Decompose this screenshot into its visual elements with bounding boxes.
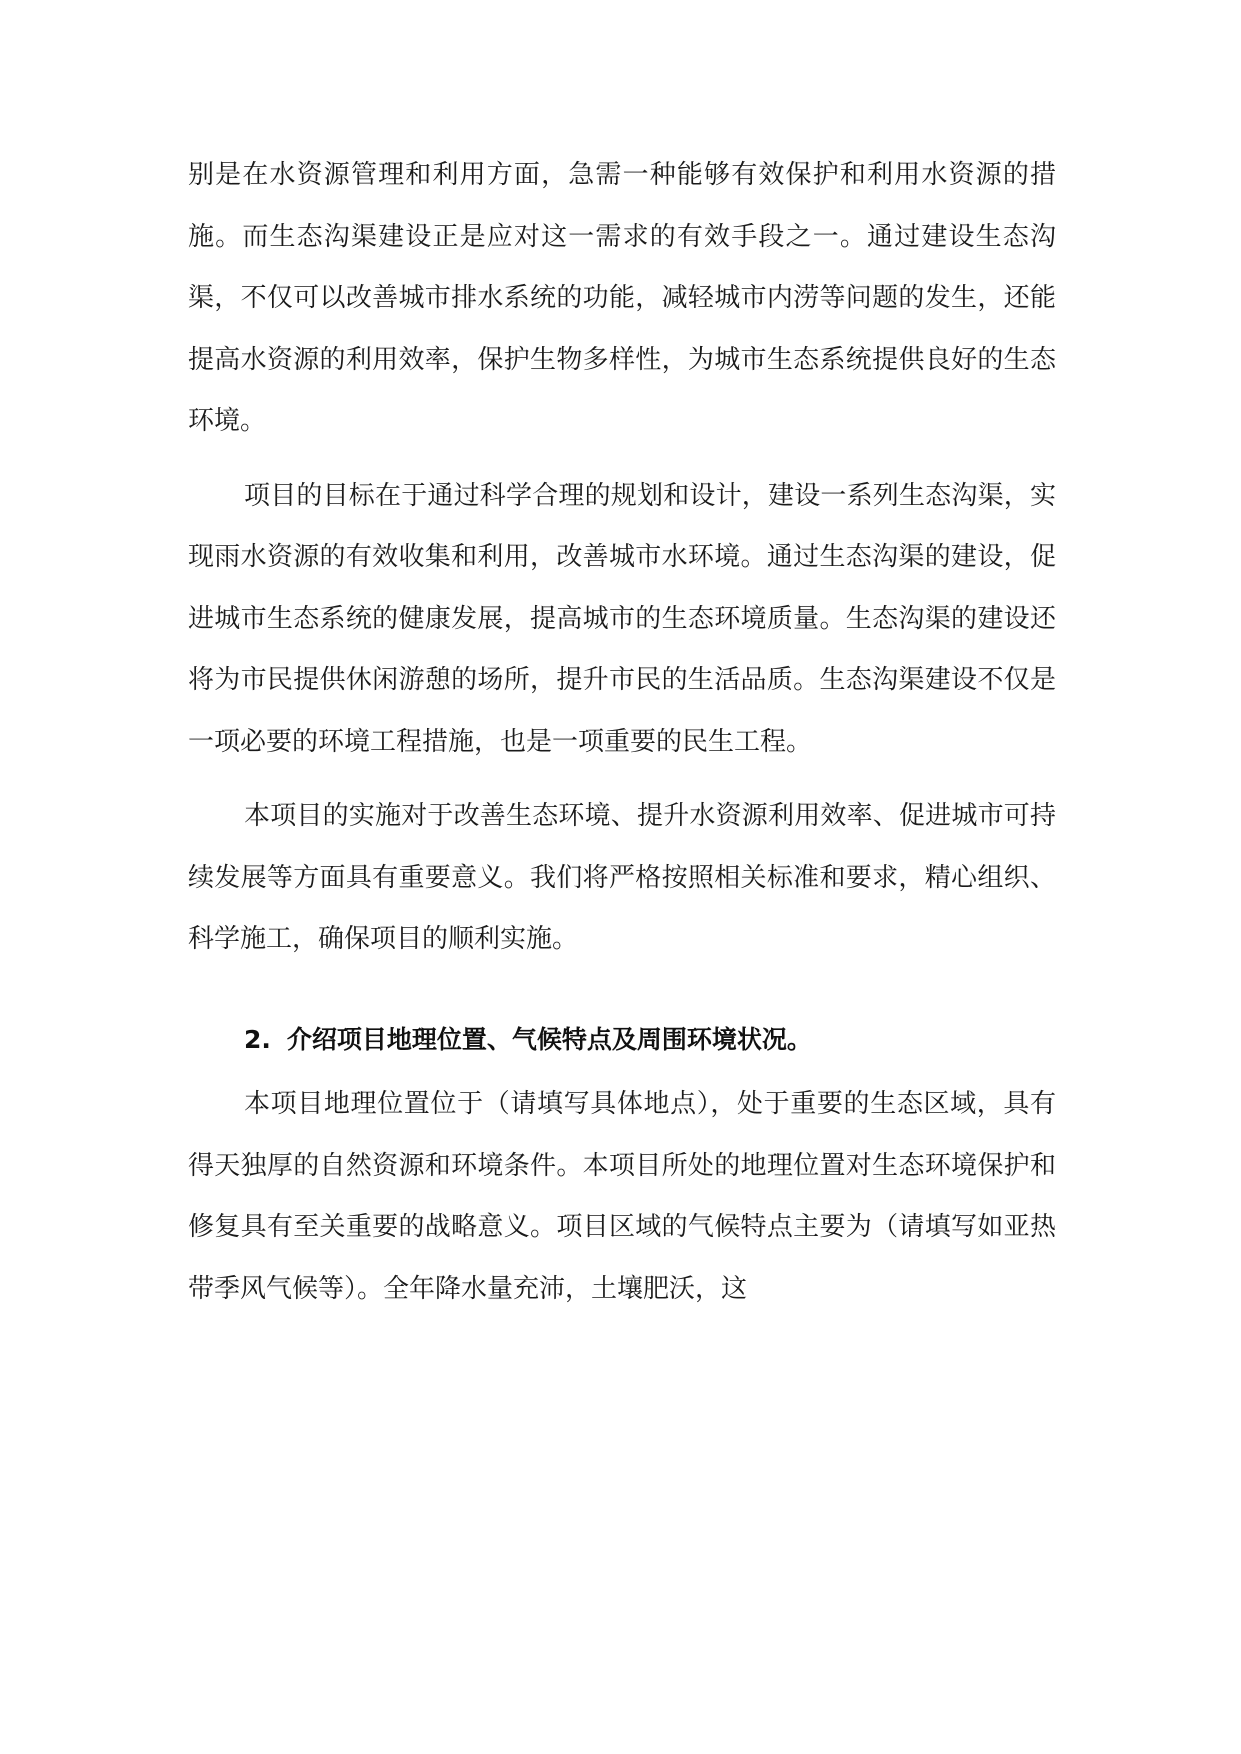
document-body [188,145,1056,1320]
section-heading [188,1009,1056,1071]
paragraph-location: 本项目地理位置位于（请填写具体地点），处于重要的生态区域，具有得天独厚的自然资源和环境条件。本项目所处的地理位置对生态环境保护和修复具有至关重要的战略意义。项目区域的气候特点主要为（请填写如亚热带季风气候等）。全年降水量充沛，土壤肥沃，这 [188,1089,1056,1304]
paragraph-continued: 别是在水资源管理和利用方面，急需一种能够有效保护和利用水资源的措施。而生态沟渠建设正是应对这一需求的有效手段之一。通过建设生态沟渠，不仅可以改善城市排水系统的功能，减轻城市内涝等问题的发生，还能提高水资源的利用效率，保护生物多样性，为城市生态系统提供良好的生态环境。 [188,160,1056,436]
paragraph-significance: 本项目的实施对于改善生态环境、提升水资源利用效率、促进城市可持续发展等方面具有重要意义。我们将严格按照相关标准和要求，精心组织、科学施工，确保项目的顺利实施。 [188,801,1056,954]
paragraph-project-goal: 项目的目标在于通过科学合理的规划和设计，建设一系列生态沟渠，实现雨水资源的有效收集和利用，改善城市水环境。通过生态沟渠的建设，促进城市生态系统的健康发展，提高城市的生态环境质量。生态沟渠的建设还将为市民提供休闲游憩的场所，提升市民的生活品质。生态沟渠建设不仅是一项必要的环境工程措施，也是一项重要的民生工程。 [188,480,1056,757]
section-title: 介绍项目地理位置、气候特点及周围环境状况。 [286,1024,812,1054]
section-number: 2. [244,1024,271,1054]
